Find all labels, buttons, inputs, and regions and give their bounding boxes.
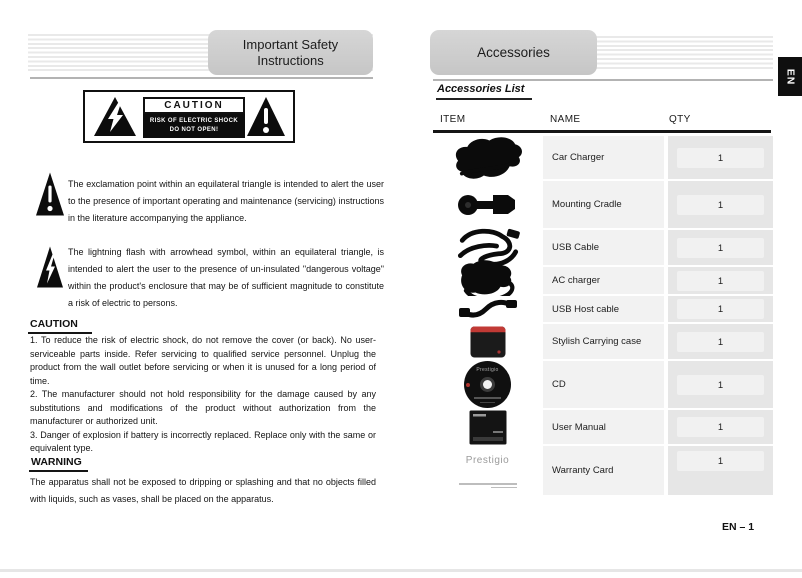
accessory-name-cell: USB Cable [543, 230, 664, 265]
brand-logo-text: Prestigio [465, 455, 510, 466]
accessory-qty-cell [668, 296, 773, 322]
caution-item-2: 2. The manufacturer should not hold responsibility for the damage caused by any substitutions and modifications of the product without authorization from the manufacturer or authorized unit. [30, 389, 376, 426]
car-charger-image [450, 135, 525, 181]
right-header-divider [433, 79, 773, 81]
accessory-qty-cell [668, 136, 773, 179]
lightning-triangle-icon [92, 95, 138, 139]
usb-host-cable-image [458, 297, 518, 321]
table-header-rule [433, 130, 771, 133]
qty-value: 1 [677, 271, 764, 291]
exclamation-triangle-icon [245, 95, 287, 139]
right-page-title: Accessories [477, 45, 550, 60]
qty-value: 1 [677, 195, 764, 215]
page-bottom-edge [0, 569, 802, 572]
caution-section-items [30, 334, 376, 456]
language-tab [778, 57, 802, 96]
qty-value: 1 [677, 451, 764, 471]
left-page-title-box [208, 30, 373, 75]
user-manual-image [469, 410, 507, 445]
right-page-title-box [430, 30, 597, 75]
accessory-qty-cell [668, 267, 773, 294]
cd-text-line [474, 397, 501, 400]
accessory-image-cell [434, 267, 541, 294]
language-tab-label: EN [784, 68, 796, 85]
warning-section-text: The apparatus shall not be exposed to dripping or splashing and that no objects filled with liquids, such as vases, shall be placed on the apparatus. [30, 477, 376, 504]
accessory-name-cell: User Manual [543, 410, 664, 444]
left-page-title: Important Safety Instructions [242, 36, 339, 68]
column-header-item: ITEM [440, 114, 466, 125]
accessory-name-cell: Mounting Cradle [543, 181, 664, 228]
electric-shock-caution-box [83, 90, 295, 143]
qty-value: 1 [677, 332, 764, 352]
qty-value: 1 [677, 375, 764, 395]
accessory-name-cell: AC charger [543, 267, 664, 294]
accessory-qty-cell [668, 446, 773, 495]
caution-section-heading: CAUTION [28, 318, 92, 334]
accessory-image-cell [434, 446, 541, 495]
accessory-image-cell [434, 410, 541, 444]
caution-box-title: CAUTION [143, 97, 245, 114]
accessory-qty-cell [668, 324, 773, 359]
accessory-name-cell: USB Host cable [543, 296, 664, 322]
warranty-card-image [459, 455, 517, 488]
accessory-qty-cell [668, 230, 773, 265]
accessory-qty-cell [668, 181, 773, 228]
qty-value: 1 [677, 148, 764, 168]
exclamation-triangle-icon [35, 171, 65, 218]
warning-section-heading: WARNING [29, 456, 88, 472]
accessory-qty-cell [668, 361, 773, 408]
caution-box-line2: DO NOT OPEN! [169, 126, 219, 133]
accessory-image-cell [434, 181, 541, 228]
accessory-qty-cell [668, 410, 773, 444]
caution-box-line1: RISK OF ELECTRIC SHOCK [149, 118, 239, 124]
caution-item-3: 3. Danger of explosion if battery is incorrectly replaced. Replace only with the same or equivalent type. [30, 429, 376, 453]
accessory-name-cell: CD [543, 361, 664, 408]
lightning-notice-text: The lightning flash with arrowhead symbol, within an equilateral triangle, is intended to alert the user to the presence of un-insulated "dangerous voltage" within the product's enclosure that may be of sufficient magnitude to constitute a risk of electric to persons. [68, 247, 384, 308]
qty-value: 1 [677, 238, 764, 258]
cd-center-hole [483, 380, 492, 389]
accessories-list-heading: Accessories List [436, 83, 532, 100]
accessory-image-cell [434, 361, 541, 408]
mounting-cradle-image [456, 188, 520, 222]
qty-value: 1 [677, 417, 764, 437]
caution-item-1: 1. To reduce the risk of electric shock, do not remove the cover (or back). No user-serviceable parts inside. Refer servicing to qualified service personnel. Unplug the product from the wall outlet before servicing or when it is unused for a long period of time. [30, 335, 376, 386]
accessory-image-cell [434, 296, 541, 322]
cd-image [464, 361, 511, 408]
column-header-qty: QTY [669, 114, 691, 125]
accessory-image-cell [434, 324, 541, 359]
accessory-name-cell: Warranty Card [543, 446, 664, 495]
accessory-name-cell: Stylish Carrying case [543, 324, 664, 359]
column-header-name: NAME [550, 114, 581, 125]
left-header-divider [30, 77, 373, 79]
cd-text-line [480, 402, 495, 404]
page-number: EN – 1 [722, 521, 755, 533]
caution-box-labels [143, 97, 245, 138]
carrying-case-image [470, 326, 506, 358]
accessory-image-cell [434, 136, 541, 179]
accessory-name-cell: Car Charger [543, 136, 664, 179]
cd-disc-label: Prestigio [476, 367, 499, 373]
exclamation-notice-text: The exclamation point within an equilateral triangle is intended to alert the user to the presence of important operating and maintenance (servicing) instructions in the literature accompanying the appliance. [68, 179, 384, 223]
qty-value: 1 [677, 299, 764, 319]
lightning-triangle-icon [36, 245, 64, 290]
cd-red-dot [466, 383, 470, 387]
warranty-fineprint [459, 483, 517, 488]
caution-box-warning-band [143, 114, 245, 138]
